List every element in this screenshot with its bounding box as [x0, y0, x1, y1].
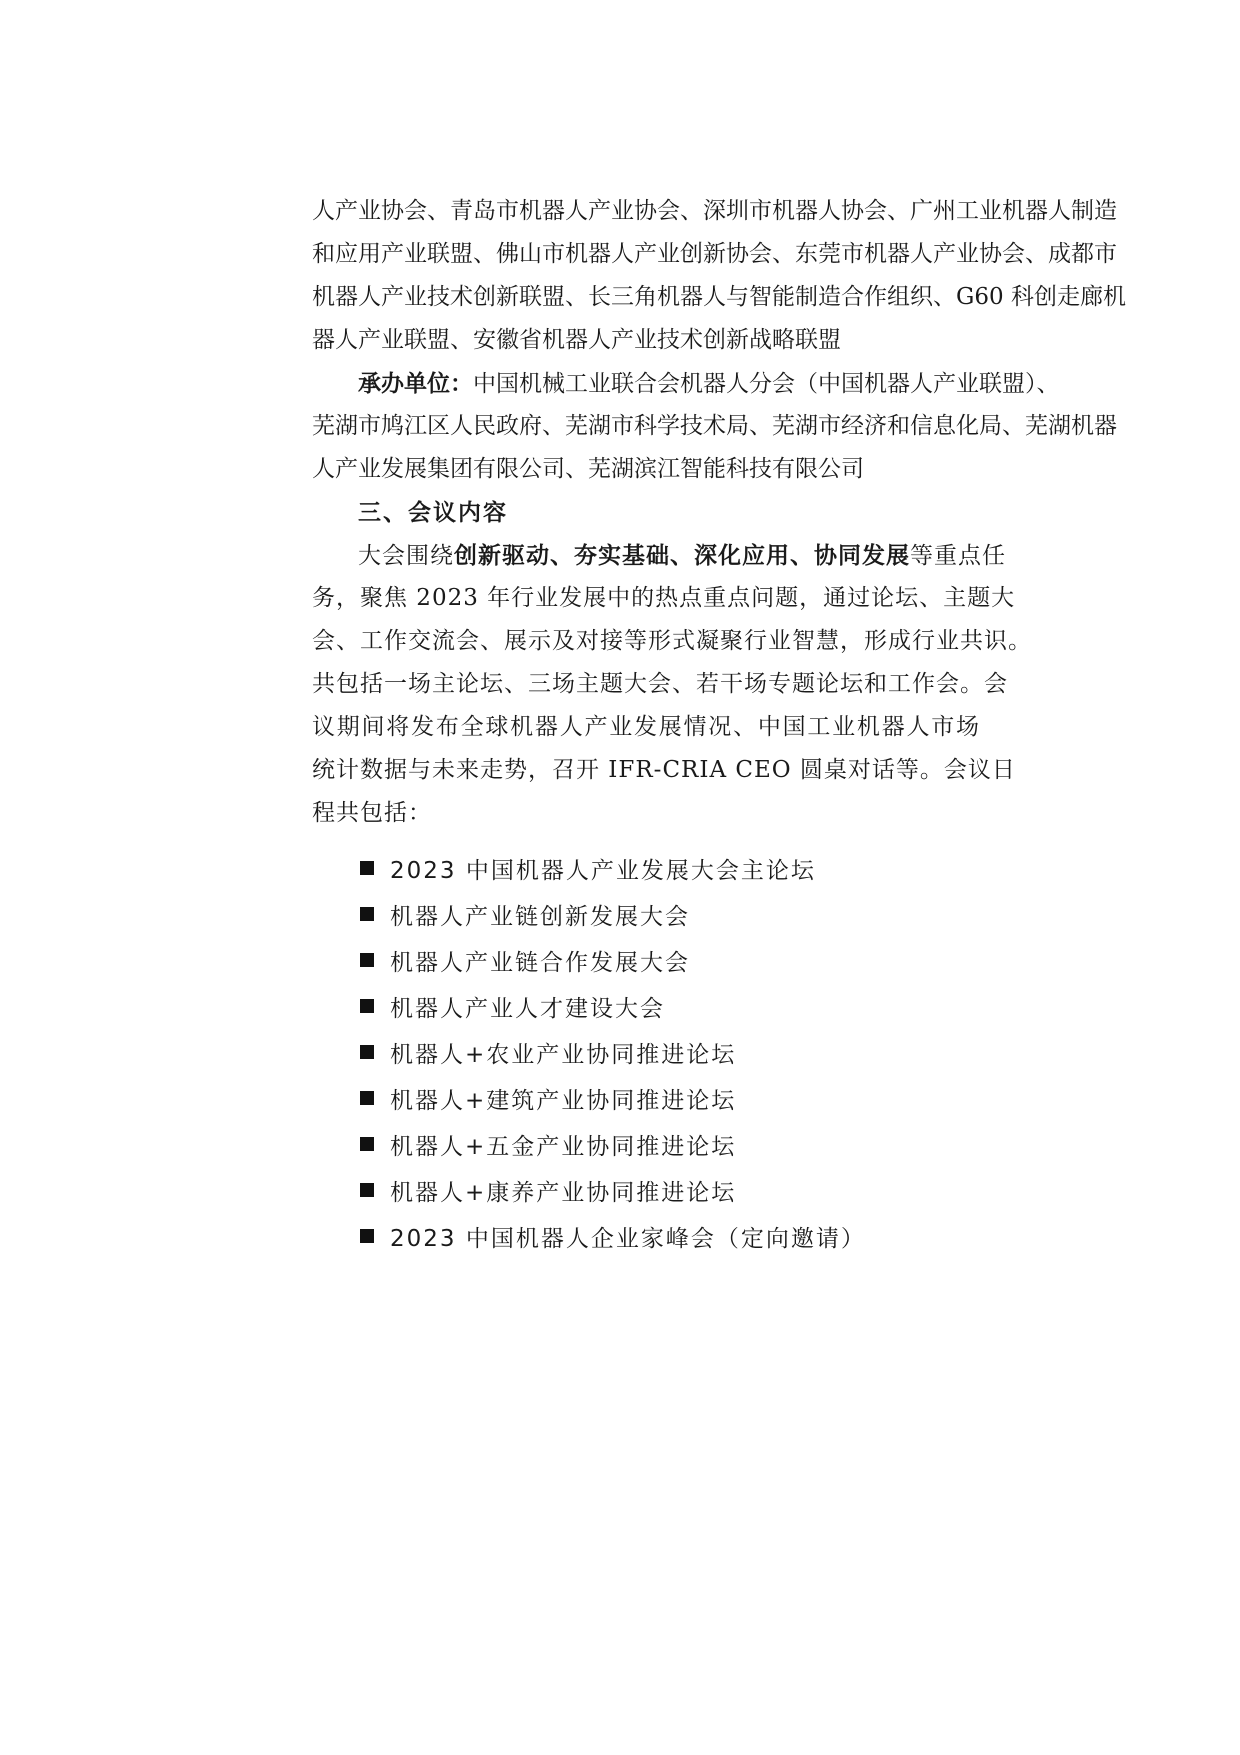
hosts-line: 人产业发展集团有限公司、芜湖滨江智能科技有限公司: [312, 456, 864, 482]
square-bullet-icon: [360, 1183, 374, 1197]
list-item: [360, 1121, 980, 1167]
content-line: 程共包括：: [312, 800, 432, 826]
content-emphasis: 创新驱动、夯实基础、深化应用、协同发展: [454, 542, 910, 569]
square-bullet-icon: [360, 1137, 374, 1151]
square-bullet-icon: [360, 861, 374, 875]
agenda-item-text: 机器人+建筑产业协同推进论坛: [390, 1087, 737, 1114]
agenda-item-text: 机器人+农业产业协同推进论坛: [390, 1041, 737, 1068]
hosts-label: 承办单位：: [358, 370, 473, 397]
content-paragraph: [312, 534, 1032, 835]
organizers-paragraph: [312, 190, 1126, 362]
agenda-list: [312, 845, 980, 1259]
section-heading: 三、会议内容: [358, 499, 508, 526]
square-bullet-icon: [360, 1091, 374, 1105]
content-line: 议期间将发布全球机器人产业发展情况、中国工业机器人市场: [312, 714, 980, 740]
content-prefix: 大会围绕: [358, 543, 454, 569]
agenda-item-text: 2023 中国机器人企业家峰会（定向邀请）: [390, 1225, 866, 1252]
document-page: [312, 190, 1126, 1259]
organizers-line: 和应用产业联盟、佛山市机器人产业创新协会、东莞市机器人产业协会、成都市: [312, 241, 1117, 267]
content-suffix: 等重点任: [910, 543, 1006, 569]
agenda-item-text: 2023 中国机器人产业发展大会主论坛: [390, 857, 816, 884]
square-bullet-icon: [360, 999, 374, 1013]
content-line: [312, 534, 1006, 577]
list-item: [360, 1213, 980, 1259]
agenda-item-text: 机器人产业链创新发展大会: [390, 903, 690, 930]
list-item: [360, 891, 980, 937]
organizers-line: 人产业协会、青岛市机器人产业协会、深圳市机器人协会、广州工业机器人制造: [312, 198, 1117, 224]
hosts-line: 芜湖市鸠江区人民政府、芜湖市科学技术局、芜湖市经济和信息化局、芜湖机器: [312, 413, 1117, 439]
agenda-item-text: 机器人+五金产业协同推进论坛: [390, 1133, 737, 1160]
content-line: 务，聚焦 2023 年行业发展中的热点重点问题，通过论坛、主题大: [312, 585, 1016, 611]
hosts-paragraph: [312, 362, 1117, 491]
organizers-line: 机器人产业技术创新联盟、长三角机器人与智能制造合作组织、G60 科创走廊机: [312, 284, 1126, 310]
list-item: [360, 983, 980, 1029]
square-bullet-icon: [360, 907, 374, 921]
list-item: [360, 1167, 980, 1213]
content-line: 统计数据与未来走势，召开 IFR-CRIA CEO 圆桌对话等。会议日: [312, 757, 1016, 783]
content-line: 共包括一场主论坛、三场主题大会、若干场专题论坛和工作会。会: [312, 671, 1008, 697]
list-item: [360, 1029, 980, 1075]
content-line: 会、工作交流会、展示及对接等形式凝聚行业智慧，形成行业共识。: [312, 628, 1032, 654]
agenda-item-text: 机器人产业人才建设大会: [390, 995, 665, 1022]
agenda-item-text: 机器人+康养产业协同推进论坛: [390, 1179, 737, 1206]
list-item: [360, 937, 980, 983]
square-bullet-icon: [360, 1045, 374, 1059]
agenda-item-text: 机器人产业链合作发展大会: [390, 949, 690, 976]
hosts-line: [312, 362, 1060, 405]
list-item: [360, 1075, 980, 1121]
organizers-line: 器人产业联盟、安徽省机器人产业技术创新战略联盟: [312, 327, 841, 353]
square-bullet-icon: [360, 953, 374, 967]
square-bullet-icon: [360, 1229, 374, 1243]
list-item: [360, 845, 980, 891]
hosts-text: 中国机械工业联合会机器人分会（中国机器人产业联盟）、: [473, 371, 1060, 397]
